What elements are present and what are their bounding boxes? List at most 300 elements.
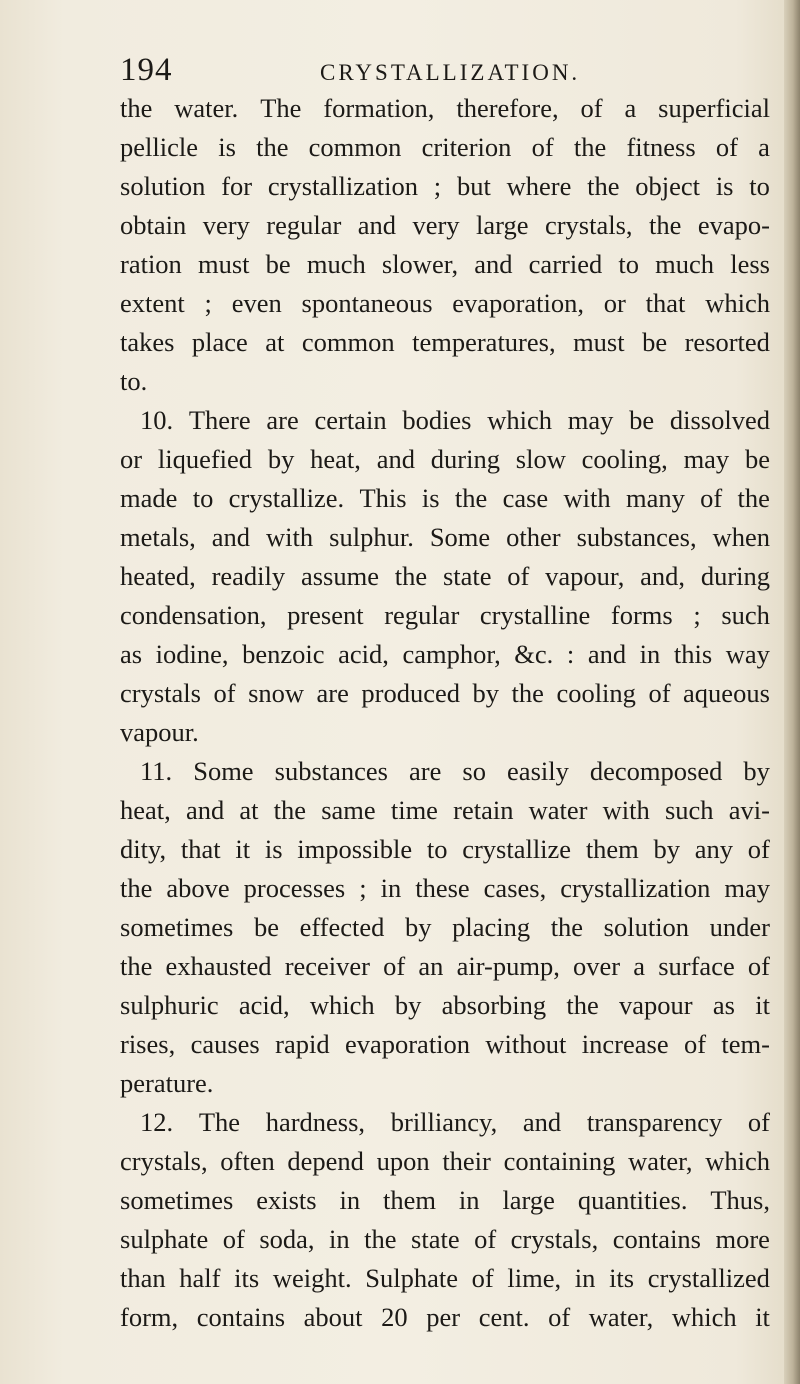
word: the xyxy=(256,132,289,162)
word: and xyxy=(474,249,513,279)
text-line xyxy=(120,323,770,362)
word: about xyxy=(303,1302,363,1332)
word: are xyxy=(266,405,299,435)
word: of xyxy=(747,834,770,864)
word: a xyxy=(758,132,770,162)
word: and xyxy=(211,522,251,552)
word: heat, xyxy=(120,795,171,825)
word: water xyxy=(528,795,588,825)
word: 12. xyxy=(140,1107,174,1137)
word: in xyxy=(639,639,661,669)
word: and xyxy=(522,1107,562,1137)
running-head: CRYSTALLIZATION. xyxy=(320,60,581,85)
text-line xyxy=(120,830,770,869)
word: the xyxy=(737,483,770,513)
word: any xyxy=(694,834,734,864)
word: its xyxy=(609,1263,635,1293)
word: water, xyxy=(588,1302,654,1332)
word: it xyxy=(755,990,770,1020)
text-line xyxy=(120,947,770,986)
word: crystallized xyxy=(647,1263,770,1293)
word: crystalline xyxy=(479,600,591,630)
word: very xyxy=(202,210,250,240)
word: other xyxy=(506,522,561,552)
text-line xyxy=(120,479,770,518)
word: retain xyxy=(453,795,514,825)
word: per xyxy=(426,1302,461,1332)
word: vapour, xyxy=(545,561,625,591)
word: very xyxy=(412,210,460,240)
word: ; xyxy=(693,600,701,630)
word: in xyxy=(380,873,402,903)
word: more xyxy=(715,1224,770,1254)
word: aqueous xyxy=(683,678,770,708)
word: or xyxy=(603,288,626,318)
word: the xyxy=(511,678,544,708)
word: of xyxy=(383,951,406,981)
word: often xyxy=(220,1146,275,1176)
word: may xyxy=(724,873,770,903)
word: and, xyxy=(640,561,686,591)
word: exhausted xyxy=(165,951,272,981)
word: that xyxy=(180,834,221,864)
word: obtain xyxy=(120,210,187,240)
word: the xyxy=(648,210,682,240)
word: as xyxy=(712,990,735,1020)
word: upon xyxy=(376,1146,430,1176)
text-line xyxy=(120,89,770,128)
word: much xyxy=(306,249,366,279)
text-line xyxy=(120,1142,770,1181)
word: sulphate xyxy=(120,1224,209,1254)
word: produced xyxy=(361,678,461,708)
text-line xyxy=(120,401,770,440)
word: evaporation xyxy=(344,1029,471,1059)
word: them xyxy=(585,834,639,864)
word: at xyxy=(265,327,285,357)
word: crystals, xyxy=(120,1146,208,1176)
word: The xyxy=(260,93,302,123)
word: must xyxy=(573,327,625,357)
word: 10. xyxy=(140,405,174,435)
word: effected xyxy=(299,912,385,942)
word: state xyxy=(442,561,492,591)
text-line xyxy=(120,206,770,245)
word: rapid xyxy=(275,1029,330,1059)
text-line xyxy=(120,284,770,323)
word: impossible xyxy=(297,834,413,864)
word: form, xyxy=(120,1302,179,1332)
word: soda, xyxy=(259,1224,315,1254)
text-line xyxy=(120,167,770,206)
word: sulphur. xyxy=(329,522,414,552)
word: the xyxy=(120,951,153,981)
text-line xyxy=(120,1298,770,1337)
word: the xyxy=(573,132,607,162)
word: that xyxy=(645,288,686,318)
word: by xyxy=(394,990,422,1020)
word: benzoic xyxy=(242,639,325,669)
word: them xyxy=(383,1185,437,1215)
word: for xyxy=(221,171,253,201)
word: air-pump, xyxy=(456,951,560,981)
word: crystals, xyxy=(510,1224,599,1254)
word: to xyxy=(426,834,448,864)
word: to xyxy=(749,171,770,201)
word: less xyxy=(730,249,770,279)
word: ration xyxy=(120,249,182,279)
word: bodies xyxy=(402,405,472,435)
word: crystallization xyxy=(267,171,418,201)
word: takes xyxy=(120,327,175,357)
text-line xyxy=(120,1181,770,1220)
word: water. xyxy=(174,93,239,123)
word: Sulphate xyxy=(365,1263,458,1293)
word: large xyxy=(502,1185,555,1215)
word: cent. xyxy=(478,1302,530,1332)
word: the xyxy=(587,171,620,201)
word: of xyxy=(507,561,530,591)
word: exists xyxy=(256,1185,317,1215)
word: sometimes xyxy=(120,1185,234,1215)
word: is xyxy=(264,834,283,864)
word: its xyxy=(234,1263,260,1293)
word: acid, xyxy=(238,990,290,1020)
word: resorted xyxy=(684,327,770,357)
text-line xyxy=(120,128,770,167)
word: absorbing xyxy=(441,990,547,1020)
word: are xyxy=(316,678,349,708)
word: slow xyxy=(515,444,566,474)
word: crystals, xyxy=(544,210,633,240)
text-line xyxy=(120,908,770,947)
word: Thus, xyxy=(710,1185,770,1215)
word: formation, xyxy=(323,93,435,123)
word: of xyxy=(222,1224,245,1254)
word: assume xyxy=(300,561,379,591)
word: snow xyxy=(248,678,305,708)
word: surface xyxy=(658,951,735,981)
word: quantities. xyxy=(577,1185,688,1215)
word: without xyxy=(485,1029,567,1059)
word: decomposed xyxy=(589,756,723,786)
text-line xyxy=(120,245,770,284)
word: time xyxy=(390,795,438,825)
text-line xyxy=(120,674,770,713)
word: liquefied xyxy=(157,444,253,474)
word: are xyxy=(409,756,442,786)
text-line xyxy=(120,557,770,596)
word: common xyxy=(308,132,402,162)
word: such xyxy=(664,795,714,825)
text-line xyxy=(120,635,770,674)
word: contains xyxy=(612,1224,701,1254)
word: heat, xyxy=(310,444,361,474)
text-line xyxy=(120,869,770,908)
word: half xyxy=(179,1263,221,1293)
text-line: to. xyxy=(120,366,148,396)
word: depend xyxy=(287,1146,364,1176)
word: iodine, xyxy=(155,639,229,669)
word: be xyxy=(265,249,291,279)
word: above xyxy=(166,873,230,903)
word: 11. xyxy=(140,756,173,786)
word: so xyxy=(462,756,486,786)
body-text xyxy=(120,89,770,1337)
word: ; xyxy=(204,288,212,318)
word: and xyxy=(185,795,225,825)
word: common xyxy=(301,327,395,357)
word: these xyxy=(415,873,470,903)
word: and xyxy=(357,210,397,240)
word: brilliancy, xyxy=(390,1107,498,1137)
word: where xyxy=(506,171,572,201)
word: state xyxy=(411,1224,460,1254)
word: in xyxy=(458,1185,480,1215)
word: of xyxy=(471,1263,494,1293)
word: Some xyxy=(429,522,491,552)
word: cases, xyxy=(483,873,547,903)
word: extent xyxy=(120,288,185,318)
word: this xyxy=(673,639,713,669)
word: under xyxy=(709,912,770,942)
word: a xyxy=(633,951,646,981)
word: vapour xyxy=(619,990,693,1020)
word: criterion xyxy=(421,132,512,162)
word: 20 xyxy=(381,1302,408,1332)
text-line xyxy=(120,518,770,557)
word: is xyxy=(715,171,734,201)
word: Some xyxy=(193,756,254,786)
word: object xyxy=(635,171,701,201)
word: be xyxy=(629,405,655,435)
word: of xyxy=(580,93,603,123)
word: during xyxy=(430,444,500,474)
word: the xyxy=(364,1224,397,1254)
word: &c. xyxy=(514,639,554,669)
word: certain xyxy=(314,405,387,435)
word: transparency xyxy=(586,1107,723,1137)
text-line xyxy=(120,752,770,791)
word: of xyxy=(531,132,554,162)
word: substances, xyxy=(576,522,697,552)
word: contains xyxy=(196,1302,286,1332)
word: of xyxy=(213,678,236,708)
word: may xyxy=(683,444,730,474)
word: of xyxy=(715,132,738,162)
word: temperatures, xyxy=(412,327,556,357)
word: the xyxy=(120,873,153,903)
word: their xyxy=(442,1146,491,1176)
word: evapo- xyxy=(697,210,770,240)
word: substances xyxy=(274,756,388,786)
word: by xyxy=(653,834,681,864)
word: the xyxy=(120,93,153,123)
word: crystallization xyxy=(560,873,711,903)
word: sulphuric xyxy=(120,990,219,1020)
word: crystallize. xyxy=(228,483,345,513)
word: be xyxy=(642,327,668,357)
word: which xyxy=(487,405,552,435)
word: readily xyxy=(211,561,286,591)
word: evaporation, xyxy=(452,288,585,318)
word: over xyxy=(573,951,621,981)
word: forms xyxy=(610,600,673,630)
word: This xyxy=(359,483,407,513)
word: cooling, xyxy=(581,444,668,474)
word: The xyxy=(198,1107,241,1137)
word: at xyxy=(239,795,259,825)
word: of xyxy=(474,1224,497,1254)
word: is xyxy=(218,132,236,162)
text-line xyxy=(120,596,770,635)
word: regular xyxy=(266,210,342,240)
text-line xyxy=(120,791,770,830)
word: with xyxy=(563,483,611,513)
word: crystals xyxy=(120,678,201,708)
word: rises, xyxy=(120,1029,176,1059)
word: camphor, xyxy=(402,639,501,669)
word: containing xyxy=(503,1146,616,1176)
word: of xyxy=(747,951,770,981)
word: water, xyxy=(628,1146,693,1176)
word: ; xyxy=(359,873,367,903)
word: There xyxy=(188,405,251,435)
word: the xyxy=(273,795,307,825)
word: which xyxy=(309,990,375,1020)
word: ; xyxy=(433,171,442,201)
word: weight. xyxy=(272,1263,352,1293)
word: of xyxy=(648,678,671,708)
word: easily xyxy=(507,756,569,786)
word: placing xyxy=(452,912,531,942)
word: receiver xyxy=(284,951,370,981)
word: and xyxy=(587,639,627,669)
word: avi- xyxy=(728,795,770,825)
word: by xyxy=(405,912,432,942)
word: the xyxy=(566,990,599,1020)
word: the xyxy=(550,912,584,942)
word: tem- xyxy=(721,1029,770,1059)
word: case xyxy=(502,483,549,513)
word: hardness, xyxy=(265,1107,366,1137)
word: of xyxy=(700,483,723,513)
word: many xyxy=(625,483,685,513)
word: may xyxy=(567,405,614,435)
word: during xyxy=(700,561,770,591)
word: carried xyxy=(528,249,603,279)
word: much xyxy=(655,249,715,279)
word: spontaneous xyxy=(301,288,433,318)
page-edge xyxy=(784,0,800,1384)
word: to xyxy=(618,249,640,279)
word: and xyxy=(376,444,415,474)
word: in xyxy=(339,1185,361,1215)
word: it xyxy=(755,1302,770,1332)
word: made xyxy=(120,483,178,513)
word: condensation, xyxy=(120,600,267,630)
word: large xyxy=(476,210,529,240)
word: by xyxy=(472,678,500,708)
word: be xyxy=(744,444,770,474)
text-line xyxy=(120,1103,770,1142)
word: slower, xyxy=(381,249,459,279)
word: but xyxy=(456,171,491,201)
word: of xyxy=(683,1029,707,1059)
word: same xyxy=(321,795,376,825)
word: present xyxy=(287,600,364,630)
text-line: vapour. xyxy=(120,717,199,747)
word: solution xyxy=(603,912,690,942)
text-line xyxy=(120,440,770,479)
word: pellicle xyxy=(120,132,198,162)
word: cooling xyxy=(556,678,636,708)
word: when xyxy=(712,522,770,552)
word: of xyxy=(548,1302,571,1332)
word: such xyxy=(721,600,770,630)
word: place xyxy=(191,327,248,357)
word: therefore, xyxy=(456,93,559,123)
word: by xyxy=(267,444,295,474)
word: than xyxy=(120,1263,166,1293)
text-line: perature. xyxy=(120,1068,214,1098)
word: sometimes xyxy=(120,912,234,942)
word: which xyxy=(671,1302,737,1332)
word: with xyxy=(602,795,650,825)
word: way xyxy=(725,639,770,669)
text-line xyxy=(120,1220,770,1259)
page-header xyxy=(120,50,760,94)
word: the xyxy=(394,561,428,591)
word: regular xyxy=(384,600,460,630)
word: lime, xyxy=(507,1263,562,1293)
word: crystallize xyxy=(462,834,572,864)
word: as xyxy=(120,639,143,669)
word: acid, xyxy=(338,639,389,669)
word: causes xyxy=(190,1029,260,1059)
word: metals, xyxy=(120,522,196,552)
word: increase xyxy=(581,1029,669,1059)
word: of xyxy=(747,1107,770,1137)
word: must xyxy=(197,249,250,279)
word: superficial xyxy=(658,93,770,123)
word: fitness xyxy=(626,132,696,162)
word: in xyxy=(329,1224,350,1254)
page-number: 194 xyxy=(120,52,173,88)
word: processes xyxy=(243,873,346,903)
text-line xyxy=(120,986,770,1025)
text-line xyxy=(120,1025,770,1064)
word: be xyxy=(253,912,279,942)
word: heated, xyxy=(120,561,196,591)
word: it xyxy=(235,834,251,864)
word: an xyxy=(418,951,444,981)
word: or xyxy=(120,444,143,474)
word: to xyxy=(192,483,214,513)
word: which xyxy=(705,288,770,318)
word: in xyxy=(574,1263,596,1293)
word: dity, xyxy=(120,834,167,864)
word: by xyxy=(743,756,770,786)
word: even xyxy=(231,288,282,318)
word: is xyxy=(421,483,440,513)
text-line xyxy=(120,1259,770,1298)
word: solution xyxy=(120,171,206,201)
word: with xyxy=(266,522,314,552)
word: the xyxy=(454,483,488,513)
word: dissolved xyxy=(669,405,770,435)
word: which xyxy=(705,1146,770,1176)
